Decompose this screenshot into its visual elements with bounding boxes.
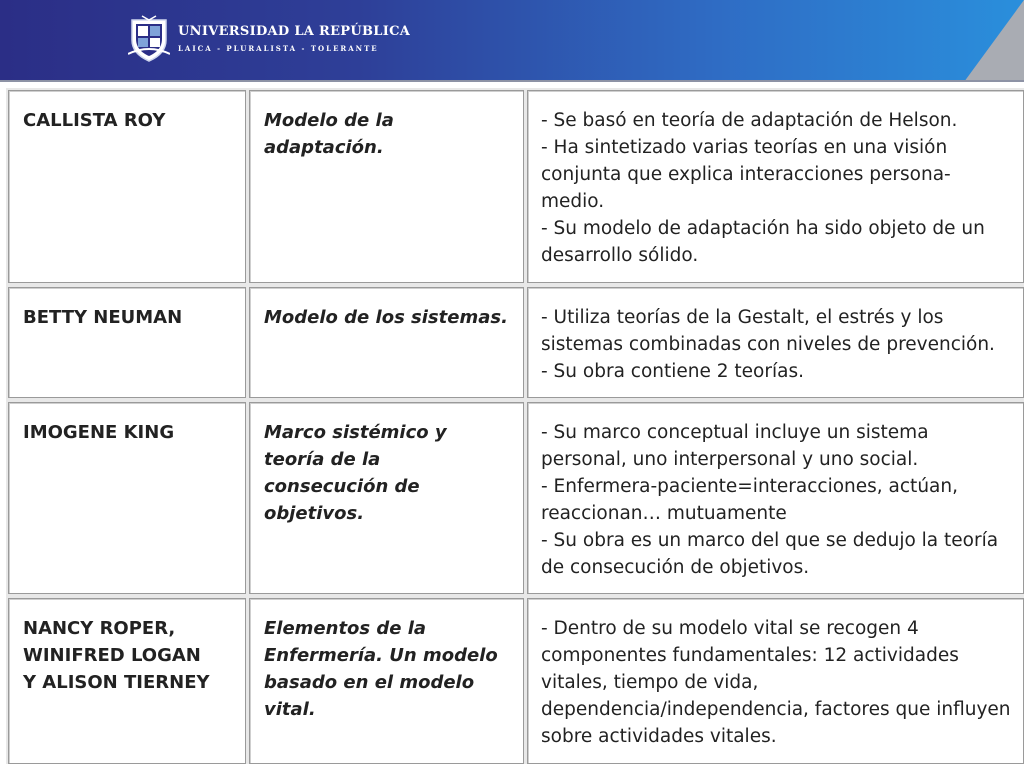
author-cell: CALLISTA ROY — [8, 90, 246, 283]
table-row — [6, 598, 1024, 764]
table-row — [6, 287, 1024, 398]
model-cell: Modelo de la adaptación. — [249, 90, 524, 283]
author-cell: BETTY NEUMAN — [8, 287, 246, 398]
header-divider — [0, 80, 1024, 82]
table-row — [6, 90, 1024, 283]
model-cell: Modelo de los sistemas. — [249, 287, 524, 398]
university-logo — [128, 14, 410, 62]
description-cell: - Utiliza teorías de la Gestalt, el estrés y los sistemas combinadas con niveles de prevención. - Su obra contiene 2 teorías. — [527, 287, 1024, 398]
university-tagline: LAICA - PLURALISTA - TOLERANTE — [178, 43, 379, 53]
model-cell: Marco sistémico y teoría de la consecución de objetivos. — [249, 402, 524, 594]
author-cell: NANCY ROPER, WINIFRED LOGAN Y ALISON TIERNEY — [8, 598, 246, 764]
university-crest-icon — [128, 14, 170, 62]
slide-header — [0, 0, 1024, 82]
description-cell: - Su marco conceptual incluye un sistema personal, uno interpersonal y uno social. - Enfermera-paciente=interacciones, actúan, reaccionan… mutuamente - Su obra es un marco del que se dedujo la teoría de consecución de objetivos. — [527, 402, 1024, 594]
table-row — [6, 402, 1024, 594]
author-cell: IMOGENE KING — [8, 402, 246, 594]
description-cell: - Se basó en teoría de adaptación de Helson. - Ha sintetizado varias teorías en una visión conjunta que explica interacciones persona- medio. - Su modelo de adaptación ha sido objeto de un desarrollo sólido. — [527, 90, 1024, 283]
header-gray-corner — [964, 0, 1024, 82]
nursing-models-table — [6, 88, 1024, 764]
description-cell: - Dentro de su modelo vital se recogen 4 componentes fundamentales: 12 actividades vitales, tiempo de vida, dependencia/independencia, factores que influyen sobre actividades vitales. — [527, 598, 1024, 764]
university-name: UNIVERSIDAD LA REPÚBLICA — [178, 23, 411, 39]
model-cell: Elementos de la Enfermería. Un modelo basado en el modelo vital. — [249, 598, 524, 764]
